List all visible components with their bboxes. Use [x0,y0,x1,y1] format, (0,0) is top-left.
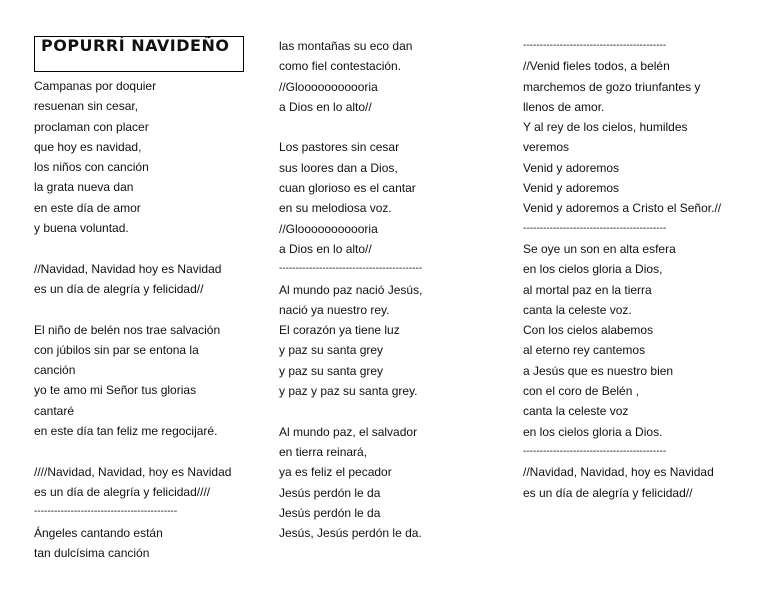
stanza [279,137,479,259]
verse-line: Venid y adoremos [523,160,620,175]
verse-line: //Glooooooooooria [279,79,378,94]
verse-line: Jesús, Jesús perdón le da. [279,526,422,541]
verse-line: Jesús perdón le da [279,485,381,500]
verse-line: canción [34,363,76,378]
verse-line: //Venid fieles todos, a belén [523,59,670,74]
verse-line: que hoy es navidad, [34,139,142,154]
verse-line: las montañas su eco dan [279,39,413,53]
verse-line: tan dulcísima canción [34,545,150,560]
verse-line: //Glooooooooooria [279,221,378,236]
column-1 [34,36,254,563]
verse-line: Al mundo paz nació Jesús, [279,282,423,297]
stanza [279,36,479,117]
verse-line: //Navidad, Navidad, hoy es Navidad [523,465,714,480]
verse-line: a Dios en lo alto// [279,99,372,114]
separator-line: ------------------------------------------- [34,506,178,518]
verse-line: a Dios en lo alto// [279,241,372,256]
stanza [523,239,748,442]
verse-line: Ángeles cantando están [34,525,163,540]
verse-line: Los pastores sin cesar [279,140,400,155]
verse-line: es un día de alegría y felicidad// [34,281,204,296]
verse-line: nació ya nuestro rey. [279,302,390,317]
verse-line: canta la celeste voz. [523,302,632,317]
stanza [523,56,748,218]
stanza [279,280,479,402]
verse-line: y paz su santa grey [279,363,384,378]
column-2 [279,36,479,543]
stanza-gap [279,117,479,137]
verse-line: en este día de amor [34,200,141,215]
verse-line: en los cielos gloria a Dios, [523,262,663,277]
page-title: POPURRÍ NAVIDEÑO [41,36,230,55]
verse-line: y buena voluntad. [34,221,129,236]
separator-line: ------------------------------------------- [523,40,667,51]
verse-line: en este día tan feliz me regocijaré. [34,424,218,439]
verse-line: y paz su santa grey [279,343,384,358]
verse-line: es un día de alegría y felicidad//// [34,484,211,499]
stanza [34,523,254,564]
stanza-gap [34,441,254,461]
verse-line: como fiel contestación. [279,59,402,74]
verse-line: al eterno rey cantemos [523,343,646,358]
verse-line: con júbilos sin par se entona la [34,342,199,357]
separator-line: ------------------------------------------- [523,222,667,234]
verse-line: ////Navidad, Navidad, hoy es Navidad [34,464,232,479]
chorus [34,259,254,300]
verse-line: cuan glorioso es el cantar [279,181,416,196]
stanza [34,320,254,442]
stanza [279,422,479,544]
verse-line: Se oye un son en alta esfera [523,241,676,256]
stanza-gap [34,238,254,258]
verse-line: sus loores dan a Dios, [279,160,398,175]
separator-line: ------------------------------------------- [279,263,423,275]
verse-line: marchemos de gozo triunfantes y [523,79,701,94]
stanza-gap [279,401,479,421]
column-3 [523,36,748,503]
verse-line: veremos [523,140,570,155]
verse-line: resuenan sin cesar, [34,99,139,114]
verse-line: El corazón ya tiene luz [279,323,400,338]
verse-line: El niño de belén nos trae salvación [34,322,221,337]
verse-line: proclaman con placer [34,119,149,134]
separator-line: ------------------------------------------- [523,445,667,457]
stanza-gap [34,299,254,319]
verse-line: cantaré [34,403,75,418]
chorus [34,462,254,503]
verse-line: yo te amo mi Señor tus glorias [34,383,197,398]
verse-line: los niños con canción [34,160,149,175]
verse-line: al mortal paz en la tierra [523,282,652,297]
verse-line: y paz y paz su santa grey. [279,384,418,399]
verse-line: Al mundo paz, el salvador [279,424,418,439]
verse-line: Con los cielos alabemos [523,323,654,338]
verse-line: con el coro de Belén , [523,384,640,399]
verse-line: Venid y adoremos a Cristo el Señor.// [523,201,722,216]
chorus [523,462,748,503]
verse-line: Campanas por doquier [34,79,157,93]
verse-line: ya es feliz el pecador [279,465,392,480]
title-box [34,36,244,72]
verse-line: llenos de amor. [523,99,605,114]
stanza [34,76,254,238]
verse-line: Y al rey de los cielos, humildes [523,120,688,135]
verse-line: Venid y adoremos [523,181,620,196]
verse-line: en los cielos gloria a Dios. [523,424,663,439]
verse-line: en su melodiosa voz. [279,201,392,216]
verse-line: //Navidad, Navidad hoy es Navidad [34,261,222,276]
verse-line: en tierra reinará, [279,444,368,459]
verse-line: la grata nueva dan [34,180,134,195]
verse-line: Jesús perdón le da [279,505,381,520]
verse-line: a Jesús que es nuestro bien [523,363,674,378]
verse-line: es un día de alegría y felicidad// [523,485,693,500]
verse-line: canta la celeste voz [523,404,629,419]
